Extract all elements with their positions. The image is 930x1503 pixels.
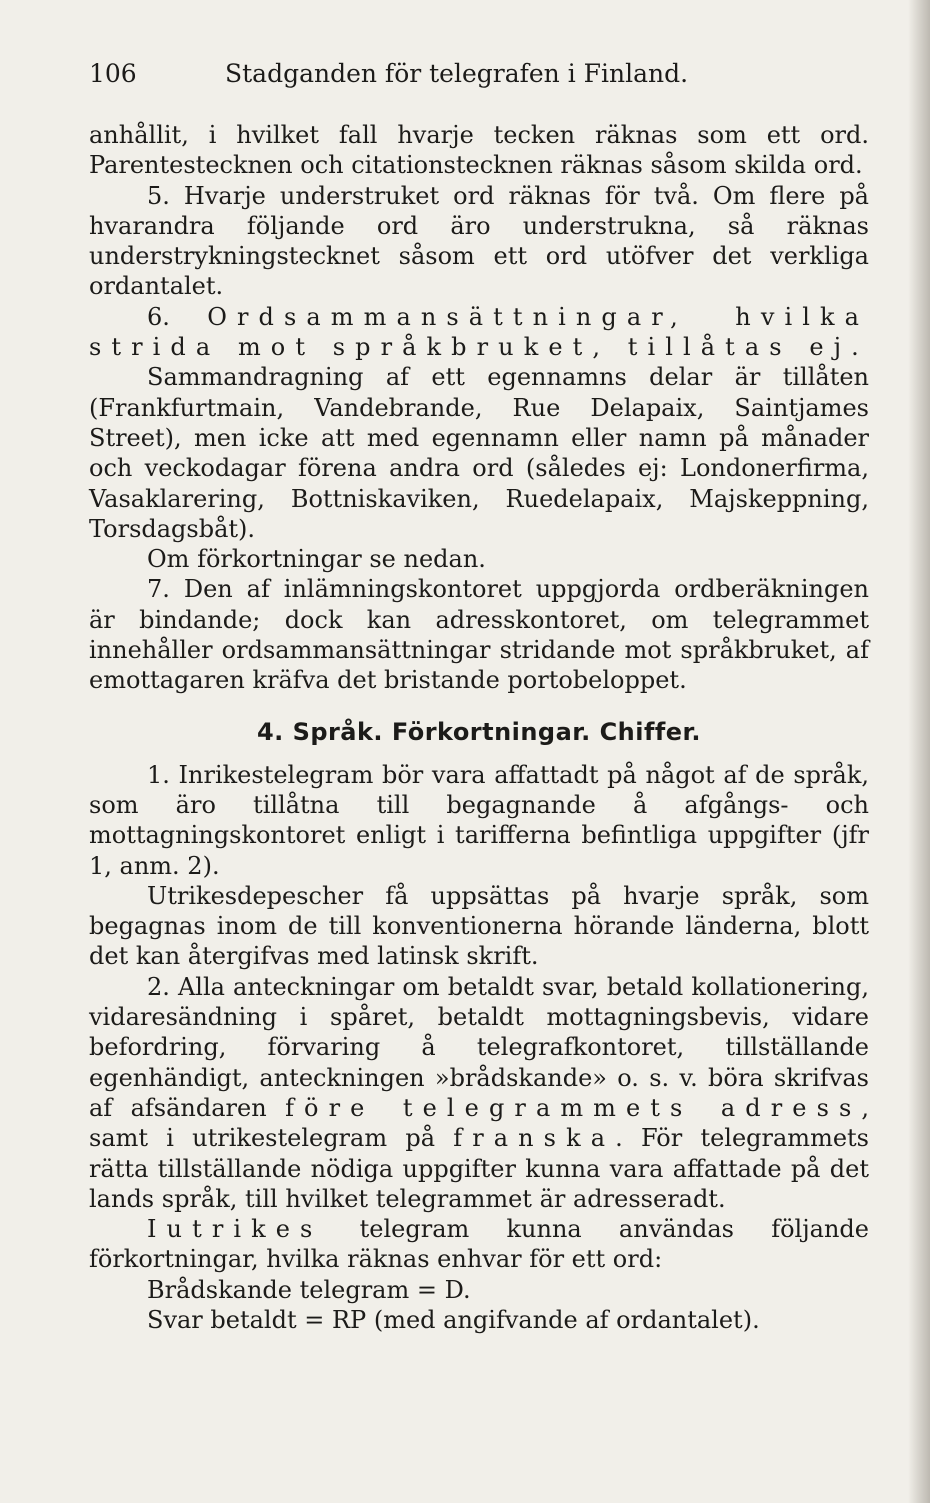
utrikes-spaced: Iutrikes	[147, 1215, 323, 1244]
section-2-spaced-french: franska	[453, 1124, 616, 1153]
paragraph-section-2	[89, 972, 869, 1214]
page-edge-shadow	[908, 0, 930, 1503]
page-number: 106	[89, 59, 137, 88]
paragraph-abbreviations-intro	[89, 1214, 869, 1275]
paragraph-rule-6	[89, 302, 869, 363]
section-2-text-e: . För telegrammets rätta tillställande nödiga uppgifter kunna vara affattade på det lands språk, till hvilket telegrammet är adresseradt.	[89, 1124, 869, 1213]
abbreviation-urgent: Brådskande telegram = D.	[147, 1275, 471, 1304]
rule-6-spaced-text: Ordsammansättningar, hvilka strida mot språkbruket, tillåtas ej.	[89, 302, 869, 362]
abbreviation-reply-paid: Svar betaldt = RP (med angifvande af ordantalet).	[147, 1305, 760, 1334]
paragraph-rule-7: 7. Den af inlämningskontoret uppgjorda ordberäkningen är bindande; dock kan adresskontoret, om telegrammet innehåller ordsammansättningar stridande mot språkbruket, af emottagaren kräfva det bristande portobeloppet.	[89, 575, 869, 695]
book-page	[89, 58, 869, 1335]
paragraph-section-1: 1. Inrikestelegram bör vara affattadt på något af de språk, som äro tillåtna till begagnande å afgångs- och mottagningskontoret enligt i tarifferna befintliga uppgifter (jfr 1, anm. 2).	[89, 760, 869, 880]
abbreviations-intro-text: telegram kunna användas följande förkortningar, hvilka räknas enhvar för ett ord:	[89, 1215, 869, 1274]
section-heading: 4. Språk. Förkortningar. Chiffer.	[256, 717, 702, 746]
paragraph-rule-5: 5. Hvarje understruket ord räknas för två. Om flere på hvarandra följande ord äro understrukna, så räknas understrykningstecknet såsom ett ord utöfver det verkliga ordantalet.	[89, 181, 869, 301]
paragraph-continuation: anhållit, i hvilket fall hvarje tecken räknas som ett ord. Parentestecknen och citationstecknen räknas såsom skilda ord.	[89, 121, 869, 180]
section-2-text-a: 2. Alla anteckningar om betaldt svar, betald kollationering, vidaresändning i spåret, betaldt mottagningsbevis, vidare befordring, förvaring å telegrafkontoret, tillställande egenhändigt, anteckningen »brådskande» o. s. v. böra skrifvas af afsändaren	[89, 972, 869, 1122]
rule-6-number: 6.	[147, 302, 208, 331]
running-header	[89, 58, 869, 90]
section-2-text-c: , samt i utrikestelegram på	[89, 1093, 870, 1153]
section-2-spaced-address: före telegrammets adress	[285, 1093, 862, 1122]
paragraph-foreign-dispatches: Utrikesdepescher få uppsättas på hvarje språk, som begagnas inom de till konventionerna hörande länderna, blott det kan återgifvas med latinsk skrift.	[89, 881, 869, 971]
running-title: Stadganden för telegrafen i Finland.	[225, 59, 689, 88]
paragraph-contraction: Sammandragning af ett egennamns delar är tillåten (Frankfurtmain, Vandebrande, Rue Delapaix, Saintjames Street), men icke att med egennamn eller namn på månader och veckodagar förena andra ord (således ej: Londonerfirma, Vasaklarering, Bottniskaviken, Ruedelapaix, Majskeppning, Torsdagsbåt).	[89, 363, 869, 543]
body-text	[89, 120, 869, 1335]
paragraph-see-below: Om förkortningar se nedan.	[147, 545, 486, 574]
